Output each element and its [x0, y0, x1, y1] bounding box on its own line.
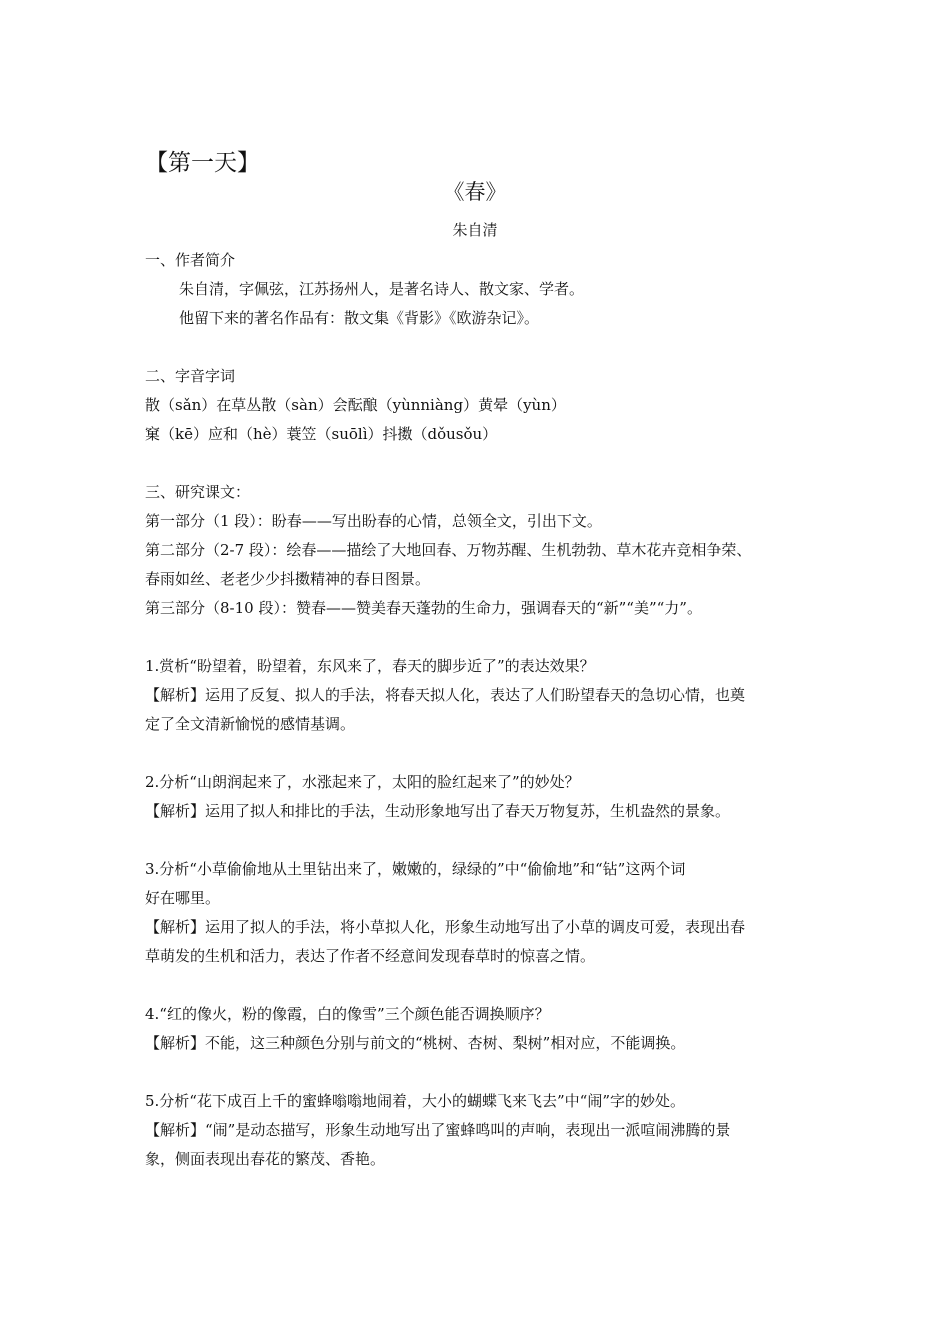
answer-5-line: 象，侧面表现出春花的繁茂、香艳。 — [145, 1150, 386, 1168]
answer-5-line: 【解析】“闹”是动态描写，形象生动地写出了蜜蜂鸣叫的声响，表现出一派喧闹沸腾的景 — [145, 1121, 731, 1139]
section-heading-text-study: 三、研究课文： — [145, 483, 251, 501]
question-2: 2.分析“山朗润起来了，水涨起来了，太阳的脸红起来了”的妙处？ — [145, 773, 580, 791]
question-1: 1.赏析“盼望着，盼望着，东风来了，春天的脚步近了”的表达效果？ — [145, 657, 595, 675]
article-title: 《春》 — [443, 180, 507, 204]
question-3-line: 好在哪里。 — [145, 889, 221, 907]
text-study-line: 春雨如丝、老老少少抖擞精神的春日图景。 — [145, 570, 431, 588]
text-study-line: 第三部分（8-10 段）：赞春——赞美春天蓬勃的生命力，强调春天的“新”“美”“力”。 — [145, 599, 702, 617]
article-author: 朱自清 — [452, 221, 498, 239]
answer-4-line: 【解析】不能，这三种颜色分别与前文的“桃树、杏树、梨树”相对应，不能调换。 — [145, 1034, 686, 1052]
answer-1-line: 【解析】运用了反复、拟人的手法，将春天拟人化，表达了人们盼望春天的急切心情，也奠 — [145, 686, 746, 704]
pronunciation-line: 散（sǎn）在草丛散（sàn）会酝酿（yùnniàng）黄晕（yùn） — [145, 396, 566, 414]
answer-3-line: 【解析】运用了拟人的手法，将小草拟人化，形象生动地写出了小草的调皮可爱，表现出春 — [145, 918, 746, 936]
text-study-line: 第二部分（2-7 段）：绘春——描绘了大地回春、万物苏醒、生机勃勃、草木花卉竞相争荣、 — [145, 541, 752, 559]
question-4: 4.“红的像火，粉的像霞，白的像雪”三个颜色能否调换顺序？ — [145, 1005, 550, 1023]
question-5: 5.分析“花下成百上千的蜜蜂嗡嗡地闹着，大小的蝴蝶飞来飞去”中“闹”字的妙处。 — [145, 1092, 685, 1110]
text-study-line: 第一部分（1 段）：盼春——写出盼春的心情，总领全文，引出下文。 — [145, 512, 602, 530]
section-heading-author-intro: 一、作者简介 — [145, 251, 236, 269]
day-heading: 【第一天】 — [145, 150, 260, 176]
pronunciation-line: 窠（kē）应和（hè）蓑笠（suōlì）抖擞（dǒusǒu） — [145, 425, 498, 443]
question-3-line: 3.分析“小草偷偷地从土里钻出来了，嫩嫩的，绿绿的”中“偷偷地”和“钻”这两个词 — [145, 860, 686, 878]
section-heading-pronunciation: 二、字音字词 — [145, 367, 236, 385]
author-intro-line: 朱自清，字佩弦，江苏扬州人，是著名诗人、散文家、学者。 — [179, 280, 585, 298]
answer-3-line: 草萌发的生机和活力，表达了作者不经意间发现春草时的惊喜之情。 — [145, 947, 596, 965]
author-intro-line: 他留下来的著名作品有：散文集《背影》《欧游杂记》。 — [179, 309, 540, 327]
answer-2-line: 【解析】运用了拟人和排比的手法，生动形象地写出了春天万物复苏，生机盎然的景象。 — [145, 802, 731, 820]
answer-1-line: 定了全文清新愉悦的感情基调。 — [145, 715, 356, 733]
